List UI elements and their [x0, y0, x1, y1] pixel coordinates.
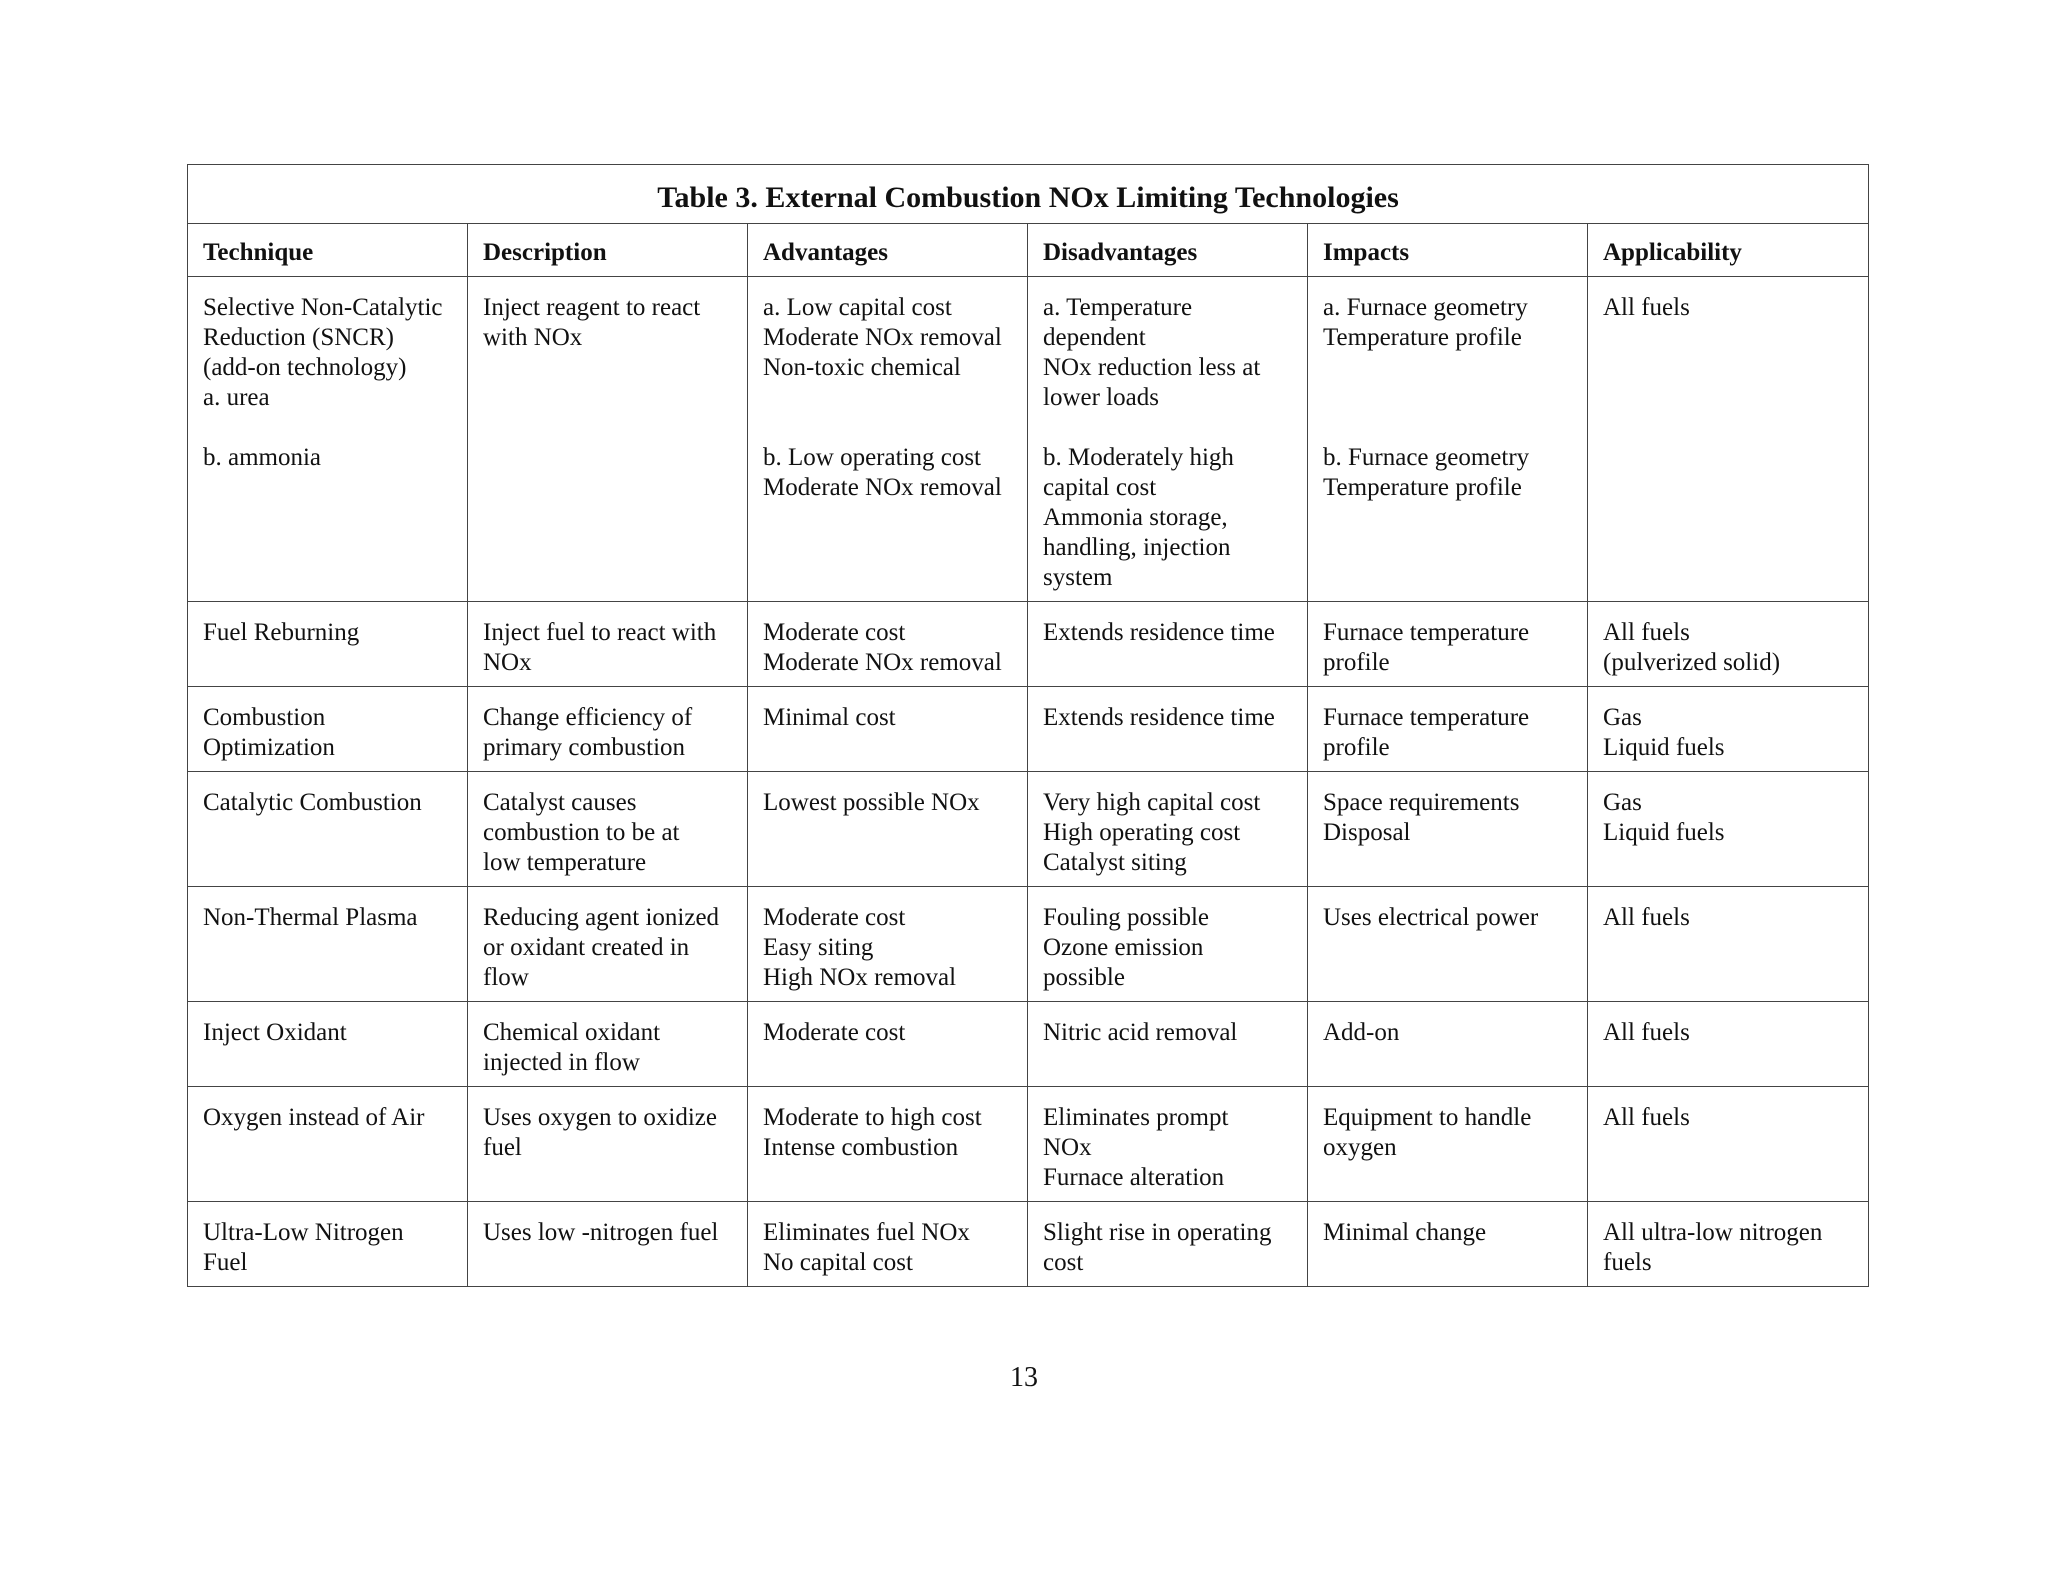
- cell-line: Eliminates prompt: [1043, 1104, 1229, 1131]
- cell-line: Selective Non-Catalytic: [203, 294, 443, 321]
- cell-line: (pulverized solid): [1603, 649, 1781, 676]
- table-row: [188, 887, 1869, 1002]
- cell-advantages: [748, 1202, 1028, 1287]
- cell-line: a. urea: [203, 384, 270, 411]
- cell-applicability: [1588, 887, 1869, 1002]
- cell-advantages: [748, 277, 1028, 602]
- cell-advantages: [748, 772, 1028, 887]
- column-header-disadvantages: Disadvantages: [1028, 224, 1308, 277]
- cell-disadvantages: [1028, 687, 1308, 772]
- cell-line: NOx: [1043, 1134, 1092, 1161]
- cell-line: Fuel Reburning: [203, 619, 360, 646]
- cell-line: (add-on technology): [203, 354, 407, 381]
- cell-line: Optimization: [203, 734, 335, 761]
- cell-line: lower loads: [1043, 384, 1159, 411]
- cell-description: [468, 1002, 748, 1087]
- cell-line: All fuels: [1603, 294, 1690, 321]
- cell-line: Eliminates fuel NOx: [763, 1219, 970, 1246]
- cell-line: Moderate NOx removal: [763, 474, 1002, 501]
- cell-impacts: [1308, 277, 1588, 602]
- cell-line: Uses electrical power: [1323, 904, 1539, 931]
- cell-line: Easy siting: [763, 934, 874, 961]
- cell-line: or oxidant created in: [483, 934, 690, 961]
- cell-advantages: [748, 602, 1028, 687]
- cell-line: b. Low operating cost: [763, 444, 982, 471]
- cell-advantages: [748, 1002, 1028, 1087]
- cell-line: possible: [1043, 964, 1125, 991]
- cell-line: b. Furnace geometry: [1323, 444, 1530, 471]
- cell-description: [468, 687, 748, 772]
- cell-line: High NOx removal: [763, 964, 957, 991]
- cell-line: Minimal change: [1323, 1219, 1487, 1246]
- cell-disadvantages: [1028, 772, 1308, 887]
- cell-disadvantages: [1028, 1087, 1308, 1202]
- cell-impacts: [1308, 887, 1588, 1002]
- line-gap: [1323, 413, 1573, 443]
- cell-description: [468, 277, 748, 602]
- cell-applicability: [1588, 1002, 1869, 1087]
- cell-line: Moderate NOx removal: [763, 324, 1002, 351]
- cell-line: Inject reagent to react: [483, 294, 701, 321]
- cell-line: Moderate cost: [763, 1019, 906, 1046]
- column-header-description: Description: [468, 224, 748, 277]
- cell-line: High operating cost: [1043, 819, 1241, 846]
- cell-line: Temperature profile: [1323, 324, 1522, 351]
- cell-line: Inject Oxidant: [203, 1019, 347, 1046]
- cell-technique: [188, 1087, 468, 1202]
- cell-line: Ultra-Low Nitrogen: [203, 1219, 404, 1246]
- cell-disadvantages: [1028, 602, 1308, 687]
- cell-line: a. Low capital cost: [763, 294, 952, 321]
- cell-line: Space requirements: [1323, 789, 1520, 816]
- cell-line: Furnace temperature: [1323, 704, 1530, 731]
- cell-line: Ammonia storage,: [1043, 504, 1228, 531]
- cell-line: Chemical oxidant: [483, 1019, 661, 1046]
- cell-line: Intense combustion: [763, 1134, 959, 1161]
- cell-technique: [188, 772, 468, 887]
- cell-line: Fuel: [203, 1249, 248, 1276]
- cell-line: cost: [1043, 1249, 1084, 1276]
- line-gap: [1043, 413, 1293, 443]
- cell-disadvantages: [1028, 887, 1308, 1002]
- cell-line: Catalyst causes: [483, 789, 637, 816]
- cell-line: Moderate cost: [763, 904, 906, 931]
- table-row: [188, 772, 1869, 887]
- cell-line: Reducing agent ionized: [483, 904, 720, 931]
- cell-line: fuels: [1603, 1249, 1652, 1276]
- column-header-impacts: Impacts: [1308, 224, 1588, 277]
- cell-applicability: [1588, 602, 1869, 687]
- cell-line: All ultra-low nitrogen: [1603, 1219, 1823, 1246]
- cell-advantages: [748, 887, 1028, 1002]
- cell-line: Liquid fuels: [1603, 819, 1725, 846]
- cell-line: Gas: [1603, 704, 1642, 731]
- cell-technique: [188, 1202, 468, 1287]
- cell-line: Oxygen instead of Air: [203, 1104, 425, 1131]
- cell-line: Reduction (SNCR): [203, 324, 394, 351]
- cell-technique: [188, 1002, 468, 1087]
- cell-line: system: [1043, 564, 1113, 591]
- cell-line: profile: [1323, 734, 1390, 761]
- cell-line: All fuels: [1603, 1019, 1690, 1046]
- cell-line: Catalytic Combustion: [203, 789, 422, 816]
- cell-line: a. Furnace geometry: [1323, 294, 1528, 321]
- cell-line: Combustion: [203, 704, 326, 731]
- table-body: [188, 277, 1869, 1287]
- cell-description: [468, 602, 748, 687]
- cell-line: flow: [483, 964, 529, 991]
- cell-line: oxygen: [1323, 1134, 1397, 1161]
- cell-line: Gas: [1603, 789, 1642, 816]
- cell-line: Extends residence time: [1043, 619, 1275, 646]
- cell-applicability: [1588, 277, 1869, 602]
- cell-line: Moderate to high cost: [763, 1104, 982, 1131]
- cell-impacts: [1308, 687, 1588, 772]
- cell-impacts: [1308, 1087, 1588, 1202]
- cell-technique: [188, 887, 468, 1002]
- cell-line: Minimal cost: [763, 704, 896, 731]
- cell-line: Non-toxic chemical: [763, 354, 961, 381]
- cell-disadvantages: [1028, 1202, 1308, 1287]
- cell-line: Liquid fuels: [1603, 734, 1725, 761]
- table-row: [188, 1087, 1869, 1202]
- table-row: [188, 277, 1869, 602]
- column-header-applicability: Applicability: [1588, 224, 1869, 277]
- cell-line: profile: [1323, 649, 1390, 676]
- cell-applicability: [1588, 687, 1869, 772]
- cell-line: with NOx: [483, 324, 583, 351]
- cell-line: low temperature: [483, 849, 647, 876]
- cell-line: Add-on: [1323, 1019, 1400, 1046]
- cell-disadvantages: [1028, 1002, 1308, 1087]
- cell-line: NOx: [483, 649, 532, 676]
- column-header-technique: Technique: [188, 224, 468, 277]
- cell-advantages: [748, 1087, 1028, 1202]
- cell-line: Uses oxygen to oxidize: [483, 1104, 717, 1131]
- cell-line: Disposal: [1323, 819, 1411, 846]
- column-header-advantages: Advantages: [748, 224, 1028, 277]
- cell-line: combustion to be at: [483, 819, 680, 846]
- cell-line: Catalyst siting: [1043, 849, 1187, 876]
- cell-impacts: [1308, 602, 1588, 687]
- cell-technique: [188, 602, 468, 687]
- table-row: [188, 687, 1869, 772]
- cell-line: Lowest possible NOx: [763, 789, 980, 816]
- cell-line: injected in flow: [483, 1049, 640, 1076]
- cell-line: All fuels: [1603, 1104, 1690, 1131]
- cell-line: All fuels: [1603, 904, 1690, 931]
- cell-applicability: [1588, 772, 1869, 887]
- page-number: 13: [1010, 1362, 1038, 1393]
- cell-line: a. Temperature: [1043, 294, 1193, 321]
- cell-applicability: [1588, 1087, 1869, 1202]
- table-row: [188, 1002, 1869, 1087]
- cell-line: Furnace temperature: [1323, 619, 1530, 646]
- cell-line: b. ammonia: [203, 444, 322, 471]
- cell-line: All fuels: [1603, 619, 1690, 646]
- cell-line: dependent: [1043, 324, 1146, 351]
- cell-line: Change efficiency of: [483, 704, 693, 731]
- cell-line: No capital cost: [763, 1249, 913, 1276]
- cell-impacts: [1308, 1002, 1588, 1087]
- cell-line: primary combustion: [483, 734, 686, 761]
- cell-line: b. Moderately high: [1043, 444, 1234, 471]
- cell-line: NOx reduction less at: [1043, 354, 1261, 381]
- table-row: [188, 1202, 1869, 1287]
- table-row: [188, 602, 1869, 687]
- cell-line: Nitric acid removal: [1043, 1019, 1238, 1046]
- table-header-row: [188, 224, 1869, 277]
- cell-applicability: [1588, 1202, 1869, 1287]
- cell-line: Inject fuel to react with: [483, 619, 717, 646]
- cell-line: Non-Thermal Plasma: [203, 904, 418, 931]
- cell-line: fuel: [483, 1134, 522, 1161]
- cell-technique: [188, 277, 468, 602]
- line-gap: [763, 413, 1013, 443]
- cell-description: [468, 1087, 748, 1202]
- cell-line: capital cost: [1043, 474, 1157, 501]
- cell-line: Furnace alteration: [1043, 1164, 1225, 1191]
- cell-line: Equipment to handle: [1323, 1104, 1532, 1131]
- table-title: Table 3. External Combustion NOx Limiting Technologies: [188, 165, 1869, 224]
- nox-technologies-table: [187, 164, 1869, 1287]
- cell-description: [468, 772, 748, 887]
- cell-advantages: [748, 687, 1028, 772]
- cell-impacts: [1308, 772, 1588, 887]
- cell-line: Temperature profile: [1323, 474, 1522, 501]
- cell-line: Very high capital cost: [1043, 789, 1261, 816]
- cell-impacts: [1308, 1202, 1588, 1287]
- cell-line: Extends residence time: [1043, 704, 1275, 731]
- cell-line: Uses low -nitrogen fuel: [483, 1219, 719, 1246]
- line-gap: [203, 413, 453, 443]
- cell-line: handling, injection: [1043, 534, 1231, 561]
- line-gap: [763, 383, 1013, 413]
- cell-line: Ozone emission: [1043, 934, 1204, 961]
- cell-line: Moderate NOx removal: [763, 649, 1002, 676]
- cell-technique: [188, 687, 468, 772]
- table-title-row: [188, 165, 1869, 224]
- cell-description: [468, 1202, 748, 1287]
- line-gap: [1323, 383, 1573, 413]
- cell-line: Slight rise in operating: [1043, 1219, 1272, 1246]
- cell-line: Fouling possible: [1043, 904, 1209, 931]
- line-gap: [1323, 353, 1573, 383]
- cell-disadvantages: [1028, 277, 1308, 602]
- cell-description: [468, 887, 748, 1002]
- cell-line: Moderate cost: [763, 619, 906, 646]
